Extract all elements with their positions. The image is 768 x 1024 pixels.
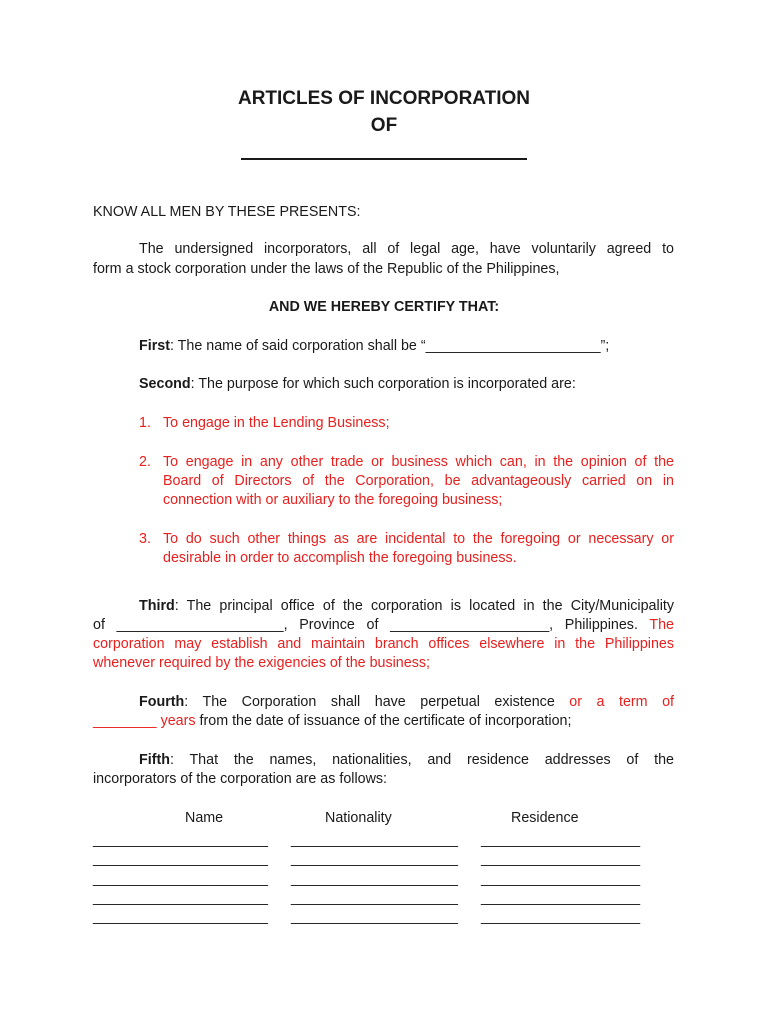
blank-residence-field[interactable]: ____________________ xyxy=(481,851,641,867)
blank-name-field[interactable]: ______________________ xyxy=(93,851,268,867)
article-first-label: First xyxy=(139,338,170,354)
purpose-3-line-2: desirable in order to accomplish the foregoing business. xyxy=(163,550,517,566)
certify-heading: AND WE HEREBY CERTIFY THAT: xyxy=(268,299,500,315)
blank-name-field[interactable]: ______________________ xyxy=(93,871,268,887)
document-title-of: OF xyxy=(370,115,398,136)
article-second xyxy=(139,375,576,394)
table-header-residence: Residence xyxy=(511,810,579,826)
table-header-name: Name xyxy=(185,810,224,826)
blank-name-field[interactable]: ______________________ xyxy=(93,909,268,925)
document-title: ARTICLES OF INCORPORATION xyxy=(237,88,531,109)
blank-nationality-field[interactable]: _____________________ xyxy=(291,832,458,848)
blank-residence-field[interactable]: ____________________ xyxy=(481,871,641,887)
article-first-text: : The name of said corporation shall be “______________________”; xyxy=(169,338,610,354)
blank-residence-field[interactable]: ____________________ xyxy=(481,890,641,906)
blank-nationality-field[interactable]: _____________________ xyxy=(291,909,458,925)
purpose-2-line-1: To engage in any other trade or business which can, in the opinion of the xyxy=(163,454,674,470)
blank-nationality-field[interactable]: _____________________ xyxy=(291,871,458,887)
article-fourth-label: Fourth xyxy=(139,694,185,710)
article-fourth-line-1: Fourth: The Corporation shall have perpetual existence or a term of xyxy=(139,694,674,710)
article-second-text: : The purpose for which such corporation is incorporated are: xyxy=(190,376,576,392)
article-third-line-3: corporation may establish and maintain branch offices elsewhere in the Philippines xyxy=(93,636,674,652)
purpose-3-line-1: To do such other things as are incidental to the foregoing or necessary or xyxy=(163,531,674,547)
blank-nationality-field[interactable]: _____________________ xyxy=(291,851,458,867)
blank-name-field[interactable]: ______________________ xyxy=(93,832,268,848)
intro-paragraph-line-1: The undersigned incorporators, all of legal age, have voluntarily agreed to xyxy=(139,241,674,257)
blank-residence-field[interactable]: ____________________ xyxy=(481,832,641,848)
blank-nationality-field[interactable]: _____________________ xyxy=(291,890,458,906)
purpose-3-number: 3. xyxy=(139,531,151,547)
article-fourth-line-2: ________ years from the date of issuance of the certificate of incorporation; xyxy=(93,713,572,729)
article-third-label: Third xyxy=(139,598,175,614)
article-fifth-line-2: incorporators of the corporation are as follows: xyxy=(93,771,388,787)
blank-name-field[interactable]: ______________________ xyxy=(93,890,268,906)
article-third-line-1: Third: The principal office of the corporation is located in the City/Municipality xyxy=(139,598,674,614)
corporation-name-blank-line xyxy=(241,158,527,160)
article-third-line-2: of _____________________, Province of ____________________, Philippines. The xyxy=(93,617,674,633)
purpose-1-number: 1. xyxy=(139,415,151,431)
purpose-2-number: 2. xyxy=(139,454,151,470)
article-fifth-line-1: Fifth: That the names, nationalities, and residence addresses of the xyxy=(139,752,674,768)
article-fifth-label: Fifth xyxy=(139,752,170,768)
purpose-2-line-2: Board of Directors of the Corporation, be advantageously carried on in xyxy=(163,473,674,489)
purpose-1-line-1: To engage in the Lending Business; xyxy=(163,415,390,431)
blank-residence-field[interactable]: ____________________ xyxy=(481,909,641,925)
article-second-label: Second xyxy=(139,376,191,392)
intro-paragraph-line-2: form a stock corporation under the laws of the Republic of the Philippines, xyxy=(93,261,560,277)
article-first xyxy=(139,337,609,356)
purpose-2-line-3: connection with or auxiliary to the foregoing business; xyxy=(163,492,503,508)
article-third-line-4: whenever required by the exigencies of the business; xyxy=(93,655,430,671)
know-all-men-heading: KNOW ALL MEN BY THESE PRESENTS: xyxy=(93,204,361,220)
table-header-nationality: Nationality xyxy=(325,810,392,826)
